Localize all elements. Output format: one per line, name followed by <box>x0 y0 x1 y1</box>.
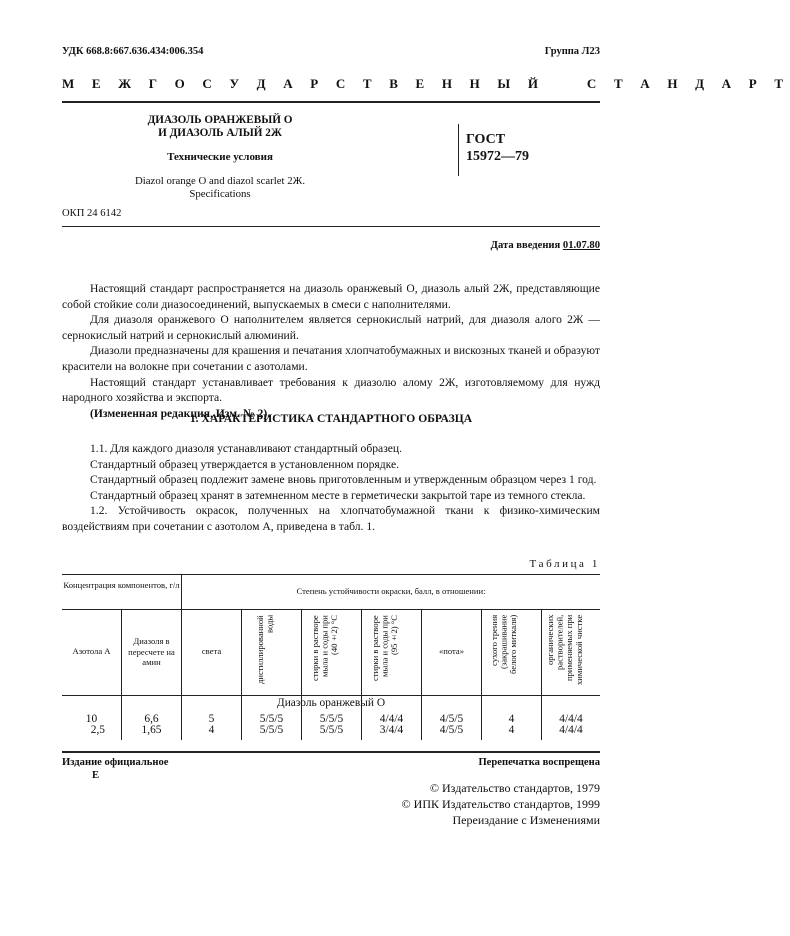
cell-sweat: 4/5/5 <box>439 724 464 736</box>
cell-diazol: 6,6 <box>144 713 159 725</box>
section-paragraph: Стандартный образец подлежит замене вновь приготовленным и утвержденным образцом через 1 год. <box>90 473 597 487</box>
official-edition: Издание официальное <box>62 757 169 768</box>
cell-azotol-value: 2,5 <box>90 724 105 736</box>
edition-letter: Е <box>92 770 100 781</box>
table-header-bottom-rule <box>62 695 600 696</box>
footer-rule <box>62 751 600 753</box>
table-col-divider <box>361 609 362 740</box>
gost-block <box>466 131 529 165</box>
header-concentration: Концентрация компонентов, г/л <box>63 580 180 590</box>
cell-solvent: 4/4/4 <box>559 713 583 725</box>
table-col-divider <box>241 609 242 740</box>
revision-note: (Измененная редакция, Изм. № 2). <box>90 406 271 420</box>
cell-diazol: 1,65 <box>141 724 162 736</box>
table-col-divider <box>421 609 422 740</box>
standard-banner: М Е Ж Г О С У Д А Р С Т В Е Н Н Ы Й С Т А Н Д А Р Т <box>62 76 790 91</box>
cell-sweat: 4/5/5 <box>439 713 464 725</box>
intro-text <box>62 281 600 421</box>
col-header-rub: сухого трения (закрашивание белого миткаля) <box>489 615 519 675</box>
copyright-line: © ИПК Издательство стандартов, 1999 <box>401 797 600 811</box>
intro-date-value: 01.07.80 <box>562 240 600 251</box>
table-group-row: Диазоль оранжевый О <box>276 697 386 709</box>
cell-light: 4 <box>208 724 215 736</box>
cell-water: 5/5/5 <box>259 724 284 736</box>
udk-code: УДК 668.8:667.636.434:006.354 <box>62 46 204 57</box>
intro-paragraph: Диазоли предназначены для крашения и печатания хлопчатобумажных и вискозных тканей и образуют красители на волокне при сочетании с азотолами. <box>62 344 600 373</box>
col-header-wash95: стирки в растворе мыла и соды при (95±2) °С <box>370 615 400 681</box>
col-header-water: дистиллированной воды <box>255 615 275 684</box>
cell-rub: 4 <box>508 724 515 736</box>
col-header-wash40: стирки в растворе мыла и соды при (40±2) °С <box>310 615 340 681</box>
intro-date <box>491 240 600 251</box>
cell-solvent: 4/4/4 <box>559 724 583 736</box>
doc-title <box>130 114 310 139</box>
copyright-block <box>402 780 600 828</box>
intro-paragraph: Настоящий стандарт устанавливает требования к диазолю алому 2Ж, изготовляемому для нужд народного хозяйства и экспорта. <box>62 375 600 405</box>
header-rule <box>62 226 600 227</box>
group-code: Группа Л23 <box>544 46 600 57</box>
col-header-sweat: «пота» <box>438 646 465 656</box>
table-header-rule <box>62 609 600 610</box>
col-header-diazol: Диазоля в пересчете на амин <box>128 636 175 667</box>
table-col-divider <box>541 609 542 740</box>
table-col-divider <box>121 609 122 740</box>
section-heading: 1. ХАРАКТЕРИСТИКА СТАНДАРТНОГО ОБРАЗЦА <box>189 412 473 425</box>
intro-paragraph: Для диазоля оранжевого О наполнителем является сернокислый натрий, для диазоля алого 2Ж — сернокислый натрий и сернокислый алюминий. <box>62 313 600 342</box>
col-header-solvent: органических растворителей, применяемых при химической чистке <box>545 615 584 686</box>
table-top-rule <box>62 574 600 575</box>
doc-subtitle: Технические условия <box>167 151 273 163</box>
table-col-divider <box>181 574 182 740</box>
intro-paragraph: Настоящий стандарт распространяется на диазоль оранжевый О, диазоль алый 2Ж, представляющие собой стойкие соли диазосоединений, выпускаемых в смеси с наполнителями. <box>62 282 600 311</box>
copyright-line: © Издательство стандартов, 1979 <box>429 781 600 795</box>
cell-water: 5/5/5 <box>259 713 284 725</box>
cell-wash40: 5/5/5 <box>319 713 344 725</box>
cell-azotol: 10 <box>85 713 98 725</box>
doc-title-en-line2: Specifications <box>189 187 251 200</box>
reprint-notice: Перепечатка воспрещена <box>478 757 600 768</box>
table-col-divider <box>481 609 482 740</box>
gost-number: 15972—79 <box>466 149 529 164</box>
cell-wash95: 4/4/4 <box>379 713 404 725</box>
gost-divider <box>458 124 459 176</box>
cell-wash40: 5/5/5 <box>319 724 344 736</box>
doc-title-en-line1: Diazol orange O and diazol scarlet 2Ж. <box>134 175 306 187</box>
cell-azotol <box>62 725 121 737</box>
col-header-light: света <box>201 646 222 656</box>
section-paragraph: Стандартный образец утверждается в установленном порядке. <box>90 457 400 471</box>
doc-title-en <box>110 175 330 201</box>
header-fastness: Степень устойчивости окраски, балл, в отношении: <box>296 586 486 596</box>
col-header-azotol: Азотола А <box>72 646 111 656</box>
section-paragraph: Стандартный образец хранят в затемненном месте в герметически закрытой таре из темного стекла. <box>90 488 586 502</box>
cell-rub: 4 <box>508 713 515 725</box>
okp-code: ОКП 24 6142 <box>62 208 122 219</box>
cell-wash95: 3/4/4 <box>379 724 404 736</box>
section1-text <box>62 441 600 535</box>
section-paragraph: 1.1. Для каждого диазоля устанавливают стандартный образец. <box>90 442 403 455</box>
gost-label: ГОСТ <box>466 132 506 147</box>
banner-rule <box>62 101 600 103</box>
cell-light: 5 <box>208 713 215 725</box>
doc-title-line1: ДИАЗОЛЬ ОРАНЖЕВЫЙ О <box>147 114 293 126</box>
doc-title-line2: И ДИАЗОЛЬ АЛЫЙ 2Ж <box>158 126 282 139</box>
table-col-divider <box>301 609 302 740</box>
table-caption: Таблица 1 <box>529 558 600 570</box>
intro-date-label: Дата введения <box>490 240 561 251</box>
reissue-note: Переиздание с Изменениями <box>452 813 600 827</box>
section-paragraph: 1.2. Устойчивость окрасок, полученных на хлопчатобумажной ткани к физико-химическим воздействиям при сочетании с азотолом А, приведена в табл. 1. <box>62 504 600 533</box>
